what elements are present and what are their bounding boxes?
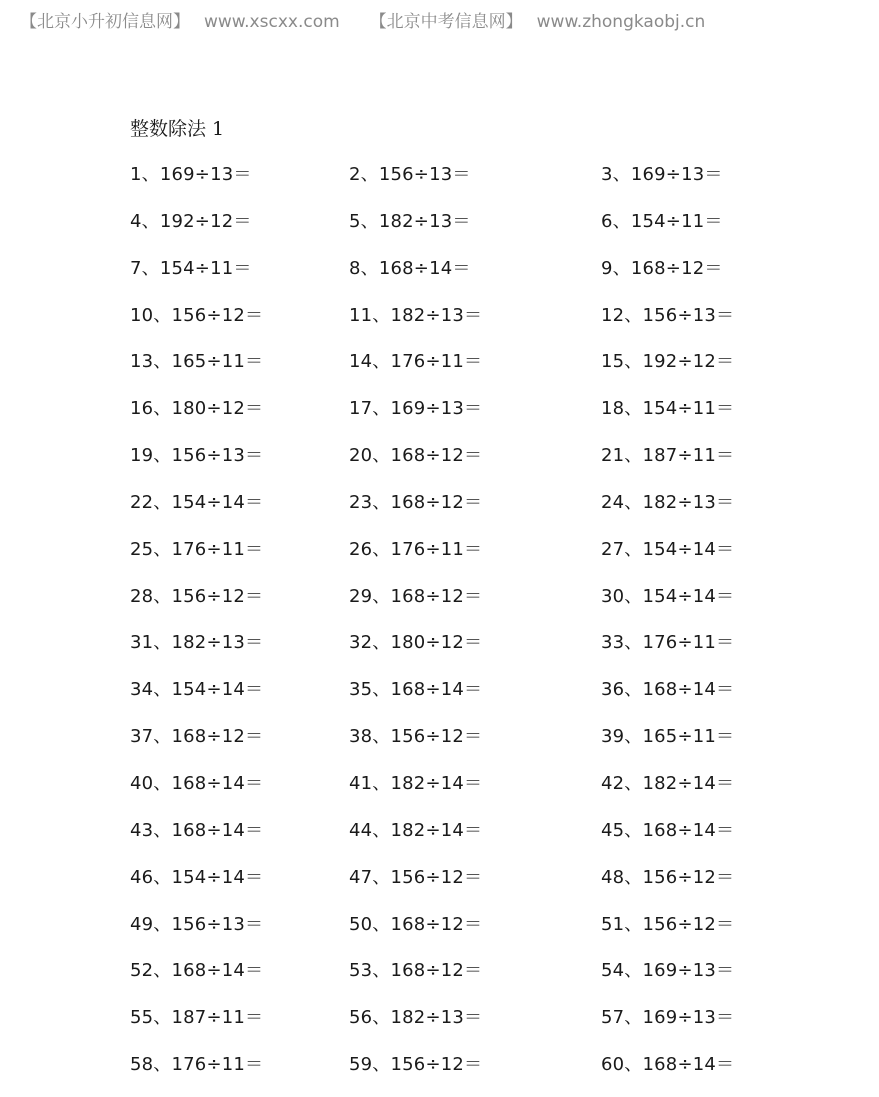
division-problem: 60、168÷14＝ <box>601 1054 735 1076</box>
division-problem: 16、180÷12＝ <box>130 398 264 420</box>
problem-grid <box>130 160 870 1097</box>
division-problem: 57、169÷13＝ <box>601 1007 735 1029</box>
worksheet-title: 整数除法 1 <box>130 118 225 140</box>
division-problem: 19、156÷13＝ <box>130 445 264 467</box>
division-problem: 27、154÷14＝ <box>601 538 735 560</box>
site2-url[interactable]: www.zhongkaobj.cn <box>536 12 706 32</box>
problem-row <box>130 675 870 722</box>
division-problem: 37、168÷12＝ <box>130 726 264 748</box>
problem-row <box>130 347 870 394</box>
division-problem: 34、154÷14＝ <box>130 679 264 701</box>
division-problem: 7、154÷11＝ <box>130 257 252 279</box>
division-problem: 5、182÷13＝ <box>349 210 471 232</box>
site1-name: 【北京小升初信息网】 <box>20 12 190 32</box>
division-problem: 54、169÷13＝ <box>601 960 735 982</box>
division-problem: 52、168÷14＝ <box>130 960 264 982</box>
division-problem: 29、168÷12＝ <box>349 585 483 607</box>
division-problem: 10、156÷12＝ <box>130 304 264 326</box>
division-problem: 6、154÷11＝ <box>601 210 723 232</box>
problem-row <box>130 863 870 910</box>
division-problem: 15、192÷12＝ <box>601 351 735 373</box>
site2-name: 【北京中考信息网】 <box>369 12 523 32</box>
division-problem: 14、176÷11＝ <box>349 351 483 373</box>
problem-row <box>130 394 870 441</box>
division-problem: 33、176÷11＝ <box>601 632 735 654</box>
division-problem: 36、168÷14＝ <box>601 679 735 701</box>
division-problem: 58、176÷11＝ <box>130 1054 264 1076</box>
division-problem: 21、187÷11＝ <box>601 445 735 467</box>
division-problem: 26、176÷11＝ <box>349 538 483 560</box>
division-problem: 1、169÷13＝ <box>130 164 252 185</box>
division-problem: 46、154÷14＝ <box>130 866 264 888</box>
division-problem: 4、192÷12＝ <box>130 210 252 232</box>
division-problem: 31、182÷13＝ <box>130 632 264 654</box>
division-problem: 28、156÷12＝ <box>130 585 264 607</box>
problem-row <box>130 441 870 488</box>
division-problem: 20、168÷12＝ <box>349 445 483 467</box>
division-problem: 45、168÷14＝ <box>601 819 735 841</box>
division-problem: 32、180÷12＝ <box>349 632 483 654</box>
division-problem: 59、156÷12＝ <box>349 1054 483 1076</box>
problem-row <box>130 816 870 863</box>
problem-row <box>130 910 870 957</box>
division-problem: 53、168÷12＝ <box>349 960 483 982</box>
division-problem: 39、165÷11＝ <box>601 726 735 748</box>
problem-row <box>130 582 870 629</box>
problem-row <box>130 956 870 1003</box>
division-problem: 43、168÷14＝ <box>130 819 264 841</box>
problem-row <box>130 628 870 675</box>
problem-row <box>130 769 870 816</box>
division-problem: 23、168÷12＝ <box>349 491 483 513</box>
problem-row <box>130 1003 870 1050</box>
division-problem: 38、156÷12＝ <box>349 726 483 748</box>
problem-row <box>130 160 870 207</box>
division-problem: 47、156÷12＝ <box>349 866 483 888</box>
division-problem: 51、156÷12＝ <box>601 913 735 935</box>
division-problem: 48、156÷12＝ <box>601 866 735 888</box>
division-problem: 49、156÷13＝ <box>130 913 264 935</box>
division-problem: 17、169÷13＝ <box>349 398 483 420</box>
division-problem: 9、168÷12＝ <box>601 257 723 279</box>
problem-row <box>130 254 870 301</box>
problem-row <box>130 301 870 348</box>
division-problem: 40、168÷14＝ <box>130 772 264 794</box>
division-problem: 18、154÷11＝ <box>601 398 735 420</box>
division-problem: 25、176÷11＝ <box>130 538 264 560</box>
division-problem: 12、156÷13＝ <box>601 304 735 326</box>
division-problem: 11、182÷13＝ <box>349 304 483 326</box>
division-problem: 44、182÷14＝ <box>349 819 483 841</box>
site1-url[interactable]: www.xscxx.com <box>204 12 340 32</box>
division-problem: 22、154÷14＝ <box>130 491 264 513</box>
division-problem: 3、169÷13＝ <box>601 164 723 185</box>
division-problem: 35、168÷14＝ <box>349 679 483 701</box>
problem-row <box>130 722 870 769</box>
division-problem: 50、168÷12＝ <box>349 913 483 935</box>
page-header <box>20 7 705 32</box>
problem-row <box>130 207 870 254</box>
division-problem: 2、156÷13＝ <box>349 164 471 185</box>
division-problem: 41、182÷14＝ <box>349 772 483 794</box>
division-problem: 55、187÷11＝ <box>130 1007 264 1029</box>
division-problem: 56、182÷13＝ <box>349 1007 483 1029</box>
division-problem: 24、182÷13＝ <box>601 491 735 513</box>
problem-row <box>130 1050 870 1097</box>
division-problem: 8、168÷14＝ <box>349 257 471 279</box>
problem-row <box>130 535 870 582</box>
division-problem: 42、182÷14＝ <box>601 772 735 794</box>
problem-row <box>130 488 870 535</box>
division-problem: 13、165÷11＝ <box>130 351 264 373</box>
division-problem: 30、154÷14＝ <box>601 585 735 607</box>
